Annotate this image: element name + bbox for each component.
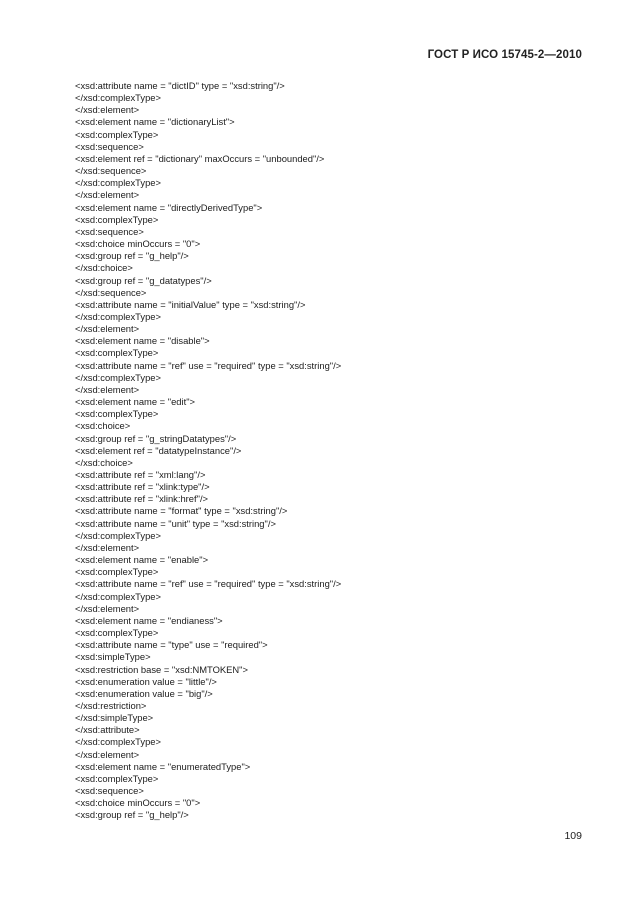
code-line: <xsd:element name = "enable"> xyxy=(75,554,209,566)
code-line: <xsd:complexType> xyxy=(75,627,159,639)
code-line: <xsd:restriction base = "xsd:NMTOKEN"> xyxy=(75,663,248,675)
code-line: <xsd:choice minOccurs = "0"> xyxy=(75,797,201,809)
code-line: <xsd:choice> xyxy=(75,420,131,432)
code-line: <xsd:attribute name = "initialValue" type = "xsd:string"/> xyxy=(75,298,306,310)
code-line: </xsd:element> xyxy=(75,383,140,395)
code-line: <xsd:attribute name = "format" type = "xsd:string"/> xyxy=(75,505,288,517)
code-line: <xsd:element ref = "datatypeInstance"/> xyxy=(75,444,242,456)
code-line: <xsd:element name = "endianess"> xyxy=(75,614,223,626)
code-line: </xsd:sequence> xyxy=(75,286,147,298)
xsd-code-listing xyxy=(75,80,575,822)
code-line: </xsd:attribute> xyxy=(75,724,140,736)
code-line: <xsd:attribute ref = "xlink:type"/> xyxy=(75,481,210,493)
code-line: <xsd:element name = "edit"> xyxy=(75,396,196,408)
code-line: <xsd:attribute name = "type" use = "required"> xyxy=(75,639,268,651)
code-line: </xsd:element> xyxy=(75,748,140,760)
code-line: <xsd:complexType> xyxy=(75,128,159,140)
code-line: </xsd:complexType> xyxy=(75,310,161,322)
code-line: <xsd:attribute ref = "xml:lang"/> xyxy=(75,469,206,480)
code-line: </xsd:complexType> xyxy=(75,736,161,748)
code-line: </xsd:simpleType> xyxy=(75,712,154,724)
code-line: <xsd:enumeration value = "big"/> xyxy=(75,687,213,699)
code-line: </xsd:complexType> xyxy=(75,92,161,104)
code-line: <xsd:attribute name = "dictID" type = "xsd:string"/> xyxy=(75,80,285,91)
code-line: </xsd:complexType> xyxy=(75,177,161,189)
code-line: <xsd:attribute name = "ref" use = "required" type = "xsd:string"/> xyxy=(75,359,342,371)
page-header-standard-id: ГОСТ Р ИСО 15745-2—2010 xyxy=(427,49,582,61)
code-line: <xsd:sequence> xyxy=(75,140,144,152)
code-line: <xsd:element name = "directlyDerivedType"> xyxy=(75,201,263,213)
code-line: </xsd:element> xyxy=(75,602,140,614)
code-line: <xsd:group ref = "g_help"/> xyxy=(75,809,189,821)
code-line: <xsd:element ref = "dictionary" maxOccurs = "unbounded"/> xyxy=(75,152,325,164)
code-line: <xsd:simpleType> xyxy=(75,651,151,663)
code-line: <xsd:attribute name = "unit" type = "xsd:string"/> xyxy=(75,517,276,529)
code-line: </xsd:complexType> xyxy=(75,371,161,383)
code-line: <xsd:group ref = "g_datatypes"/> xyxy=(75,274,212,286)
code-line: </xsd:element> xyxy=(75,323,140,335)
code-line: <xsd:complexType> xyxy=(75,772,159,784)
code-line: <xsd:element name = "disable"> xyxy=(75,335,210,347)
code-line: <xsd:choice minOccurs = "0"> xyxy=(75,238,201,250)
code-line: </xsd:element> xyxy=(75,104,140,116)
code-line: <xsd:complexType> xyxy=(75,566,159,578)
code-line: <xsd:complexType> xyxy=(75,347,159,359)
code-line: <xsd:group ref = "g_stringDatatypes"/> xyxy=(75,432,237,444)
code-line: <xsd:element name = "enumeratedType"> xyxy=(75,760,251,772)
code-line: <xsd:complexType> xyxy=(75,408,159,420)
code-line: <xsd:element name = "dictionaryList"> xyxy=(75,116,235,128)
page-number: 109 xyxy=(564,830,582,842)
code-line: </xsd:restriction> xyxy=(75,699,147,711)
code-line: <xsd:complexType> xyxy=(75,213,159,225)
code-line: <xsd:enumeration value = "little"/> xyxy=(75,675,217,687)
code-line: </xsd:complexType> xyxy=(75,529,161,541)
code-line: <xsd:sequence> xyxy=(75,225,144,237)
code-line: </xsd:complexType> xyxy=(75,590,161,602)
code-line: </xsd:choice> xyxy=(75,262,133,274)
code-line: </xsd:choice> xyxy=(75,456,133,468)
code-line: <xsd:group ref = "g_help"/> xyxy=(75,250,189,262)
code-line: <xsd:attribute name = "ref" use = "required" type = "xsd:string"/> xyxy=(75,578,342,590)
code-line: </xsd:element> xyxy=(75,189,140,201)
code-line: </xsd:element> xyxy=(75,541,140,553)
code-line: <xsd:attribute ref = "xlink:href"/> xyxy=(75,493,209,505)
code-line: </xsd:sequence> xyxy=(75,165,147,177)
code-line: <xsd:sequence> xyxy=(75,785,144,797)
